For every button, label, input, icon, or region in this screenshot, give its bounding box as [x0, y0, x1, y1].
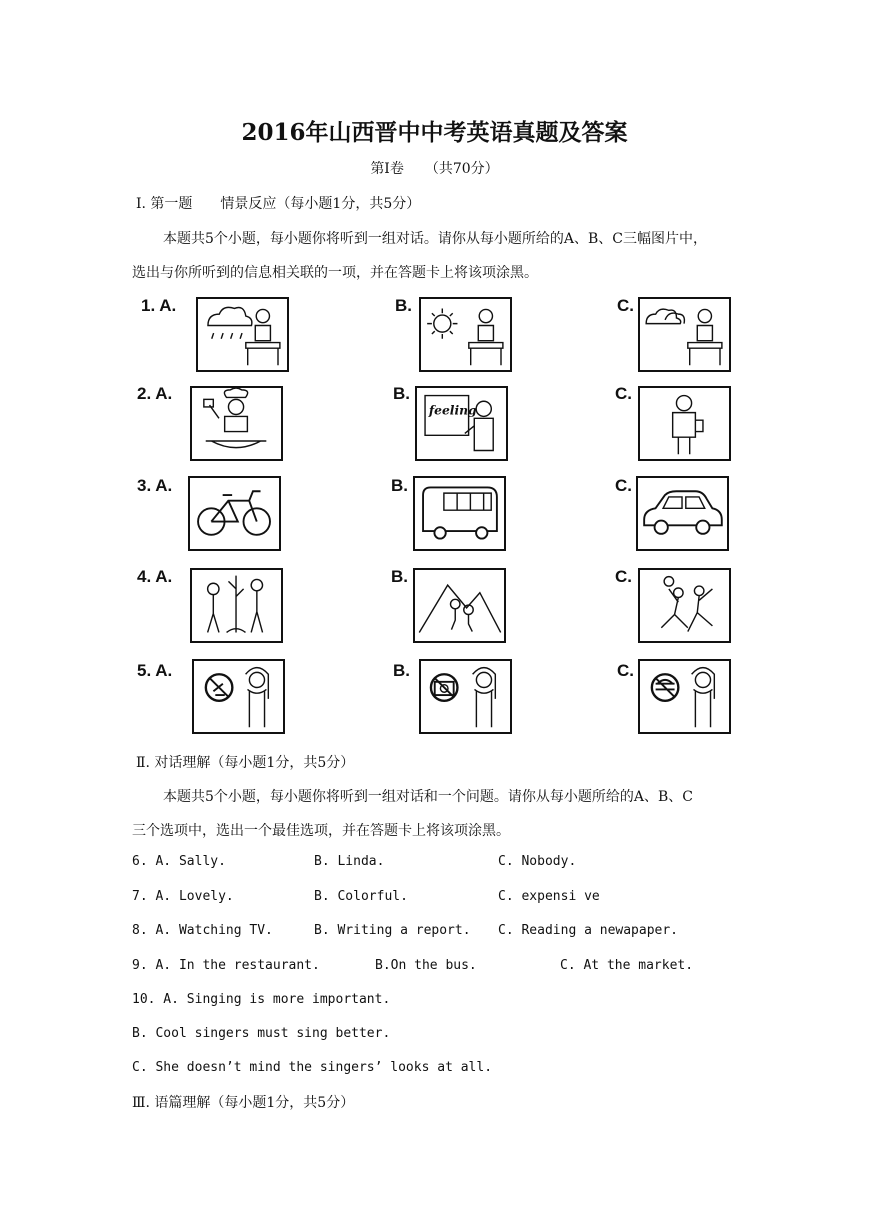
page-subtitle: 第Ⅰ卷 （共70分） — [370, 161, 499, 177]
section1-instruction-1: 本题共5个小题，每小题你将听到一组对话。请你从每小题所给的A、B、C三幅图片中， — [163, 231, 708, 247]
section2-instruction-1: 本题共5个小题，每小题你将听到一组对话和一个问题。请你从每小题所给的A、B、C — [163, 789, 694, 805]
q8-option-a: 8. A. Watching TV. — [132, 923, 273, 938]
q5-label: 5. A. — [137, 661, 173, 680]
q6-option-c: C. Nobody. — [498, 854, 577, 869]
no-swimming-sign-icon — [192, 659, 285, 734]
cook-icon — [190, 386, 283, 461]
clouds-student-icon — [638, 297, 731, 372]
q6-option-b: B. Linda. — [314, 854, 385, 869]
q7-option-a: 7. A. Lovely. — [132, 889, 234, 904]
section1-instruction-2: 选出与你所听到的信息相关联的一项，并在答题卡上将该项涂黑。 — [132, 265, 538, 281]
q4-label: 4. A. — [137, 567, 173, 586]
q3-b-label: B. — [391, 476, 408, 495]
sun-student-icon — [419, 297, 512, 372]
rain-cloud-student-icon — [196, 297, 289, 372]
section3-heading: Ⅲ. 语篇理解（每小题1分，共5分） — [132, 1095, 355, 1111]
mountain-climbing-icon — [413, 568, 506, 643]
q4-b-label: B. — [391, 567, 408, 586]
teacher-board-icon — [415, 386, 508, 461]
q3-c-label: C. — [615, 476, 632, 495]
q5-b-label: B. — [393, 661, 410, 680]
dancing-icon — [638, 568, 731, 643]
q7-option-c: C. expensi ve — [498, 889, 600, 904]
section2-instruction-2: 三个选项中，选出一个最佳选项，并在答题卡上将该项涂黑。 — [132, 823, 510, 839]
q2-label: 2. A. — [137, 384, 173, 403]
no-food-sign-icon — [638, 659, 731, 734]
section2-heading: Ⅱ. 对话理解（每小题1分，共5分） — [136, 755, 355, 771]
page-title: 2016年山西晋中中考英语真题及答案 — [241, 119, 628, 146]
q3-label: 3. A. — [137, 476, 173, 495]
q10-option-a: 10. A. Singing is more important. — [132, 992, 391, 1007]
doctor-icon — [638, 386, 731, 461]
q2-c-label: C. — [615, 384, 632, 403]
q6-option-a: 6. A. Sally. — [132, 854, 226, 869]
section1-heading: Ⅰ. 第一题 情景反应（每小题1分，共5分） — [136, 196, 421, 212]
q1-label: 1. A. — [141, 296, 177, 315]
bicycle-icon — [188, 476, 281, 551]
q1-b-label: B. — [395, 296, 412, 315]
q5-c-label: C. — [617, 661, 634, 680]
q9-option-b: B.On the bus. — [375, 958, 477, 973]
car-icon — [636, 476, 729, 551]
q2-b-label: B. — [393, 384, 410, 403]
tree-planting-icon — [190, 568, 283, 643]
board-word: feeling — [428, 402, 477, 418]
no-camera-sign-icon — [419, 659, 512, 734]
q10-option-c: C. She doesn’t mind the singers’ looks at all. — [132, 1060, 493, 1075]
q1-c-label: C. — [617, 296, 634, 315]
q10-option-b: B. Cool singers must sing better. — [132, 1026, 391, 1041]
bus-icon — [413, 476, 506, 551]
q4-c-label: C. — [615, 567, 632, 586]
q7-option-b: B. Colorful. — [314, 889, 408, 904]
q8-option-b: B. Writing a report. — [314, 923, 471, 938]
q9-option-a: 9. A. In the restaurant. — [132, 958, 320, 973]
q8-option-c: C. Reading a newapaper. — [498, 923, 679, 938]
q9-option-c: C. At the market. — [560, 958, 694, 973]
